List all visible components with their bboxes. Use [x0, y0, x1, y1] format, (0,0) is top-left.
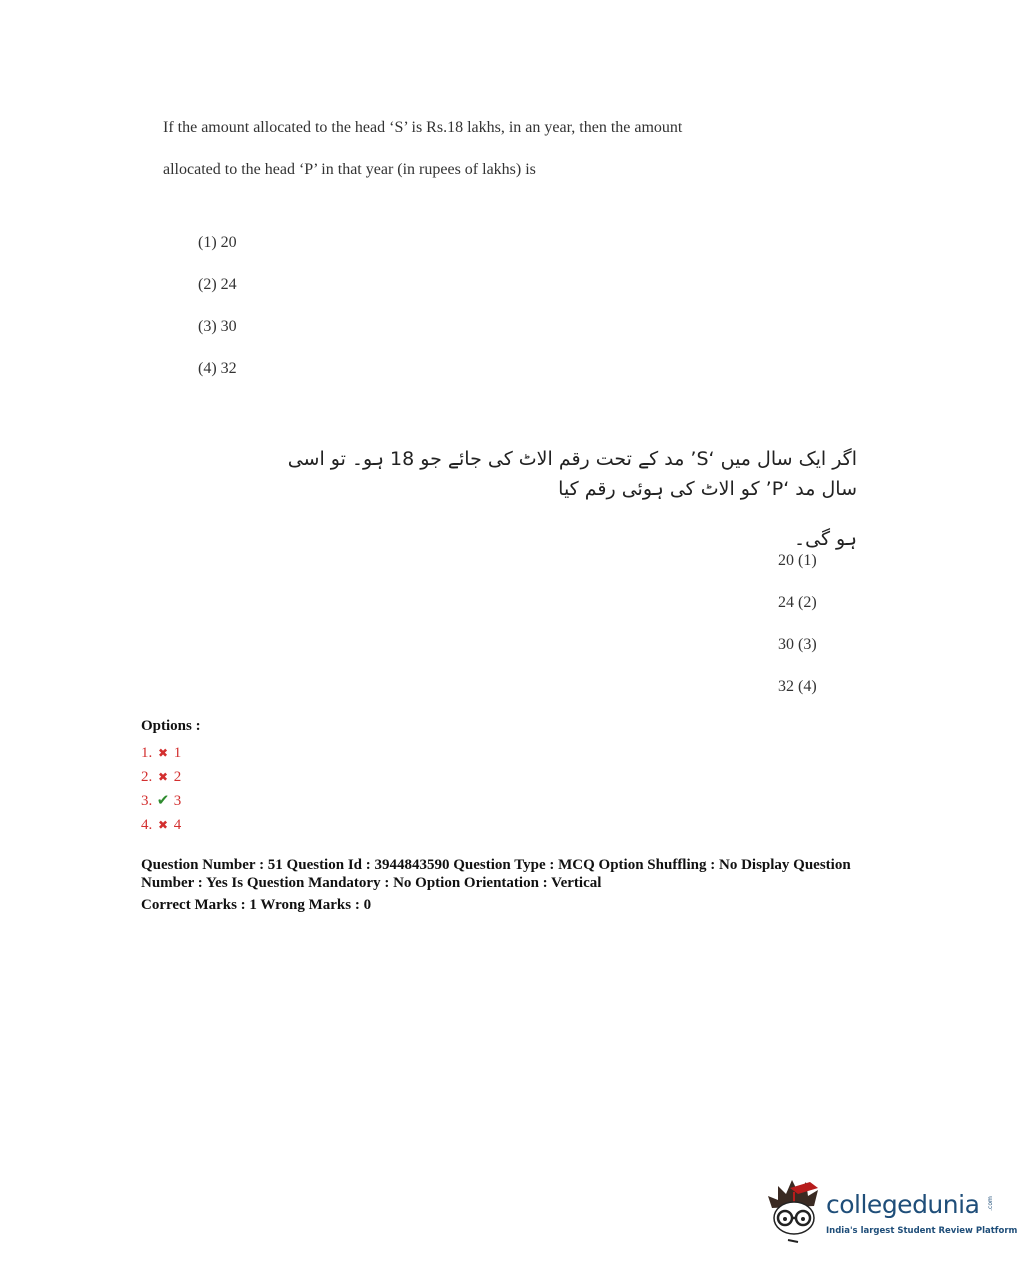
option-en-2: (2) 24	[198, 276, 237, 293]
question-urdu	[277, 444, 857, 574]
logo-name: collegedunia	[826, 1190, 980, 1219]
marks-info: Correct Marks : 1 Wrong Marks : 0	[141, 897, 372, 913]
answer-option-number: 1.	[141, 745, 153, 761]
options-urdu	[778, 552, 817, 720]
option-ur-1: 20 (1)	[778, 552, 817, 569]
answer-option-number: 2.	[141, 769, 153, 785]
question-english	[163, 118, 803, 202]
answer-option-number: 4.	[141, 817, 153, 833]
mascot-icon	[766, 1178, 826, 1248]
option-en-4: (4) 32	[198, 360, 237, 377]
answer-option-value: 3	[173, 793, 182, 809]
question-metadata	[141, 856, 901, 914]
answer-option-1	[141, 741, 201, 765]
question-ur-line-2: ہو گی۔	[793, 528, 857, 550]
answer-option-2	[141, 765, 201, 789]
cross-icon: ✖	[157, 818, 169, 832]
option-ur-3: 30 (3)	[778, 636, 817, 653]
cross-icon: ✖	[157, 770, 169, 784]
cross-icon: ✖	[157, 746, 169, 760]
check-icon: ✔	[156, 793, 170, 809]
option-en-3: (3) 30	[198, 318, 237, 335]
collegedunia-logo	[766, 1178, 1018, 1248]
answer-options	[141, 718, 201, 837]
answer-option-value: 1	[173, 745, 182, 761]
question-ur-line-1: اگر ایک سال میں ‘S’ مد کے تحت رقم الاٹ کی جائے جو 18 ہو۔ تو اسی سال مد ‘P’ کو الاٹ کی ہوئی رقم کیا	[287, 448, 857, 500]
logo-tagline: India's largest Student Review Platform	[826, 1226, 1018, 1236]
answer-option-3	[141, 789, 201, 813]
logo-suffix: .com	[986, 1196, 994, 1211]
question-en-line-1: If the amount allocated to the head ‘S’ is Rs.18 lakhs, in an year, then the amount	[163, 119, 683, 136]
option-ur-4: 32 (4)	[778, 678, 817, 695]
options-title: Options :	[141, 718, 201, 734]
question-en-line-2: allocated to the head ‘P’ in that year (in rupees of lakhs) is	[163, 161, 536, 178]
option-en-1: (1) 20	[198, 234, 237, 251]
metadata-line-1: Question Number : 51 Question Id : 3944843590 Question Type : MCQ Option Shuffling : No Display Question	[141, 857, 851, 873]
answer-option-4	[141, 813, 201, 837]
answer-option-number: 3.	[141, 793, 153, 809]
answer-option-value: 4	[173, 817, 182, 833]
options-english	[198, 234, 237, 402]
answer-option-value: 2	[173, 769, 182, 785]
metadata-line-2: Number : Yes Is Question Mandatory : No Option Orientation : Vertical	[141, 875, 602, 891]
option-ur-2: 24 (2)	[778, 594, 817, 611]
